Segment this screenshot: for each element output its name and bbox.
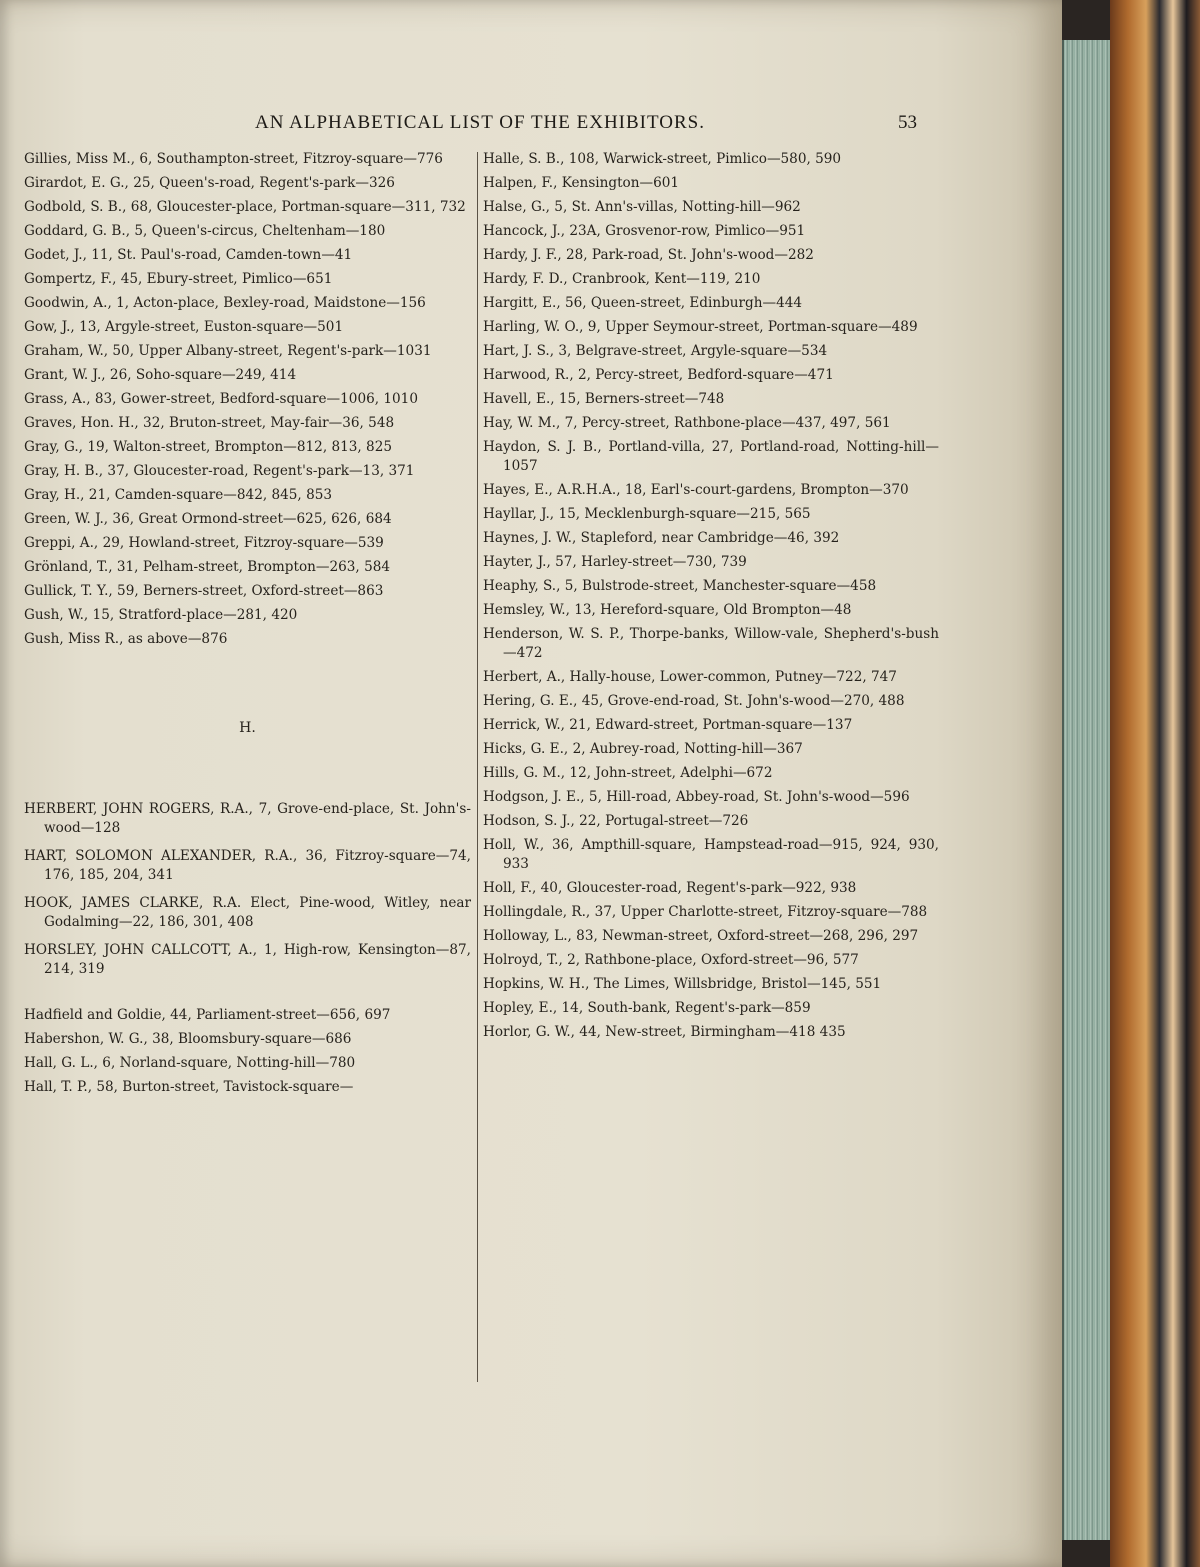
list-item: Habershon, W. G., 38, Bloomsbury-square—686	[24, 1031, 352, 1047]
list-item: Horlor, G. W., 44, New-street, Birmingham—418 435	[483, 1024, 846, 1040]
list-item: Gush, W., 15, Stratford-place—281, 420	[24, 607, 298, 623]
list-item: Grass, A., 83, Gower-street, Bedford-square—1006, 1010	[24, 391, 418, 407]
list-item: Hayter, J., 57, Harley-street—730, 739	[483, 554, 747, 570]
list-item: Holl, F., 40, Gloucester-road, Regent's-park—922, 938	[483, 880, 857, 896]
h-entries-continued	[483, 150, 939, 1042]
right-column	[483, 150, 939, 1047]
list-item: Holl, W., 36, Ampthill-square, Hampstead-road—915, 924, 930, 933	[483, 837, 939, 872]
list-item: Hollingdale, R., 37, Upper Charlotte-street, Fitzroy-square—788	[483, 904, 928, 920]
h-entries	[24, 1006, 471, 1097]
list-item: Hargitt, E., 56, Queen-street, Edinburgh—444	[483, 295, 803, 311]
list-item: Hardy, J. F., 28, Park-road, St. John's-wood—282	[483, 247, 814, 263]
page-number: 53	[898, 112, 917, 133]
list-item: Gow, J., 13, Argyle-street, Euston-square—501	[24, 319, 344, 335]
list-item: Harling, W. O., 9, Upper Seymour-street, Portman-square—489	[483, 319, 918, 335]
list-item: Hopkins, W. H., The Limes, Willsbridge, Bristol—145, 551	[483, 976, 882, 992]
marbled-cover	[1110, 0, 1200, 1567]
list-item: Hall, G. L., 6, Norland-square, Notting-hill—780	[24, 1055, 356, 1071]
list-item: Hayllar, J., 15, Mecklenburgh-square—215, 565	[483, 506, 811, 522]
list-item: Grönland, T., 31, Pelham-street, Brompton—263, 584	[24, 559, 391, 575]
list-item: Hadfield and Goldie, 44, Parliament-street—656, 697	[24, 1007, 391, 1023]
list-item: Herrick, W., 21, Edward-street, Portman-square—137	[483, 717, 853, 733]
list-item: Girardot, E. G., 25, Queen's-road, Regent's-park—326	[24, 175, 395, 191]
list-item: Gompertz, F., 45, Ebury-street, Pimlico—651	[24, 271, 333, 287]
list-item: Hardy, F. D., Cranbrook, Kent—119, 210	[483, 271, 761, 287]
list-item: Hills, G. M., 12, John-street, Adelphi—672	[483, 765, 773, 781]
list-item: Hancock, J., 23A, Grosvenor-row, Pimlico—951	[483, 223, 806, 239]
list-item: Hayes, E., A.R.H.A., 18, Earl's-court-gardens, Brompton—370	[483, 482, 909, 498]
list-item: Havell, E., 15, Berners-street—748	[483, 391, 725, 407]
list-item: Hodson, S. J., 22, Portugal-street—726	[483, 813, 749, 829]
list-item: Halpen, F., Kensington—601	[483, 175, 680, 191]
list-item: Greppi, A., 29, Howland-street, Fitzroy-square—539	[24, 535, 384, 551]
list-item: Henderson, W. S. P., Thorpe-banks, Willow-vale, Shepherd's-bush—472	[483, 626, 939, 661]
list-item: Godbold, S. B., 68, Gloucester-place, Portman-square—311, 732	[24, 199, 466, 215]
list-item: Hering, G. E., 45, Grove-end-road, St. John's-wood—270, 488	[483, 693, 905, 709]
g-entries	[24, 150, 471, 649]
column-divider	[477, 152, 478, 1382]
list-item: Hall, T. P., 58, Burton-street, Tavistock-square—	[24, 1079, 354, 1095]
left-column	[24, 150, 471, 1102]
list-item: HART, SOLOMON ALEXANDER, R.A., 36, Fitzroy-square—74, 176, 185, 204, 341	[24, 848, 471, 883]
list-item: Halse, G., 5, St. Ann's-villas, Notting-hill—962	[483, 199, 801, 215]
list-item: Gush, Miss R., as above—876	[24, 631, 228, 647]
list-item: Holloway, L., 83, Newman-street, Oxford-street—268, 296, 297	[483, 928, 919, 944]
list-item: Gray, G., 19, Walton-street, Brompton—812, 813, 825	[24, 439, 393, 455]
spacer	[24, 988, 471, 1006]
list-item: Holroyd, T., 2, Rathbone-place, Oxford-street—96, 577	[483, 952, 859, 968]
list-item: Haynes, J. W., Stapleford, near Cambridge—46, 392	[483, 530, 840, 546]
page-title: AN ALPHABETICAL LIST OF THE EXHIBITORS.	[255, 112, 705, 133]
list-item: Green, W. J., 36, Great Ormond-street—625, 626, 684	[24, 511, 392, 527]
section-letter: H.	[239, 720, 256, 736]
list-item: Goddard, G. B., 5, Queen's-circus, Cheltenham—180	[24, 223, 386, 239]
academician-entries	[24, 800, 471, 979]
list-item: Gray, H. B., 37, Gloucester-road, Regent's-park—13, 371	[24, 463, 415, 479]
list-item: Hay, W. M., 7, Percy-street, Rathbone-place—437, 497, 561	[483, 415, 891, 431]
list-item: Goodwin, A., 1, Acton-place, Bexley-road, Maidstone—156	[24, 295, 426, 311]
list-item: Heaphy, S., 5, Bulstrode-street, Manchester-square—458	[483, 578, 877, 594]
list-item: Gray, H., 21, Camden-square—842, 845, 853	[24, 487, 333, 503]
list-item: Graham, W., 50, Upper Albany-street, Regent's-park—1031	[24, 343, 432, 359]
list-item: Gullick, T. Y., 59, Berners-street, Oxford-street—863	[24, 583, 384, 599]
list-item: Hodgson, J. E., 5, Hill-road, Abbey-road, St. John's-wood—596	[483, 789, 910, 805]
list-item: Hemsley, W., 13, Hereford-square, Old Brompton—48	[483, 602, 852, 618]
list-item: HORSLEY, JOHN CALLCOTT, A., 1, High-row, Kensington—87, 214, 319	[24, 942, 471, 977]
list-item: Grant, W. J., 26, Soho-square—249, 414	[24, 367, 297, 383]
list-item: Halle, S. B., 108, Warwick-street, Pimlico—580, 590	[483, 151, 842, 167]
list-item: Hart, J. S., 3, Belgrave-street, Argyle-square—534	[483, 343, 828, 359]
list-item: Godet, J., 11, St. Paul's-road, Camden-town—41	[24, 247, 353, 263]
list-item: Herbert, A., Hally-house, Lower-common, Putney—722, 747	[483, 669, 897, 685]
list-item: Gillies, Miss M., 6, Southampton-street, Fitzroy-square—776	[24, 151, 443, 167]
list-item: Graves, Hon. H., 32, Bruton-street, May-fair—36, 548	[24, 415, 395, 431]
list-item: Hopley, E., 14, South-bank, Regent's-park—859	[483, 1000, 811, 1016]
list-item: Hicks, G. E., 2, Aubrey-road, Notting-hill—367	[483, 741, 803, 757]
list-item: HOOK, JAMES CLARKE, R.A. Elect, Pine-wood, Witley, near Godalming—22, 186, 301, 408	[24, 895, 471, 930]
list-item: HERBERT, JOHN ROGERS, R.A., 7, Grove-end-place, St. John's-wood—128	[24, 801, 471, 836]
list-item: Haydon, S. J. B., Portland-villa, 27, Portland-road, Notting-hill—1057	[483, 439, 939, 474]
page-edges	[1062, 40, 1112, 1540]
list-item: Harwood, R., 2, Percy-street, Bedford-square—471	[483, 367, 834, 383]
